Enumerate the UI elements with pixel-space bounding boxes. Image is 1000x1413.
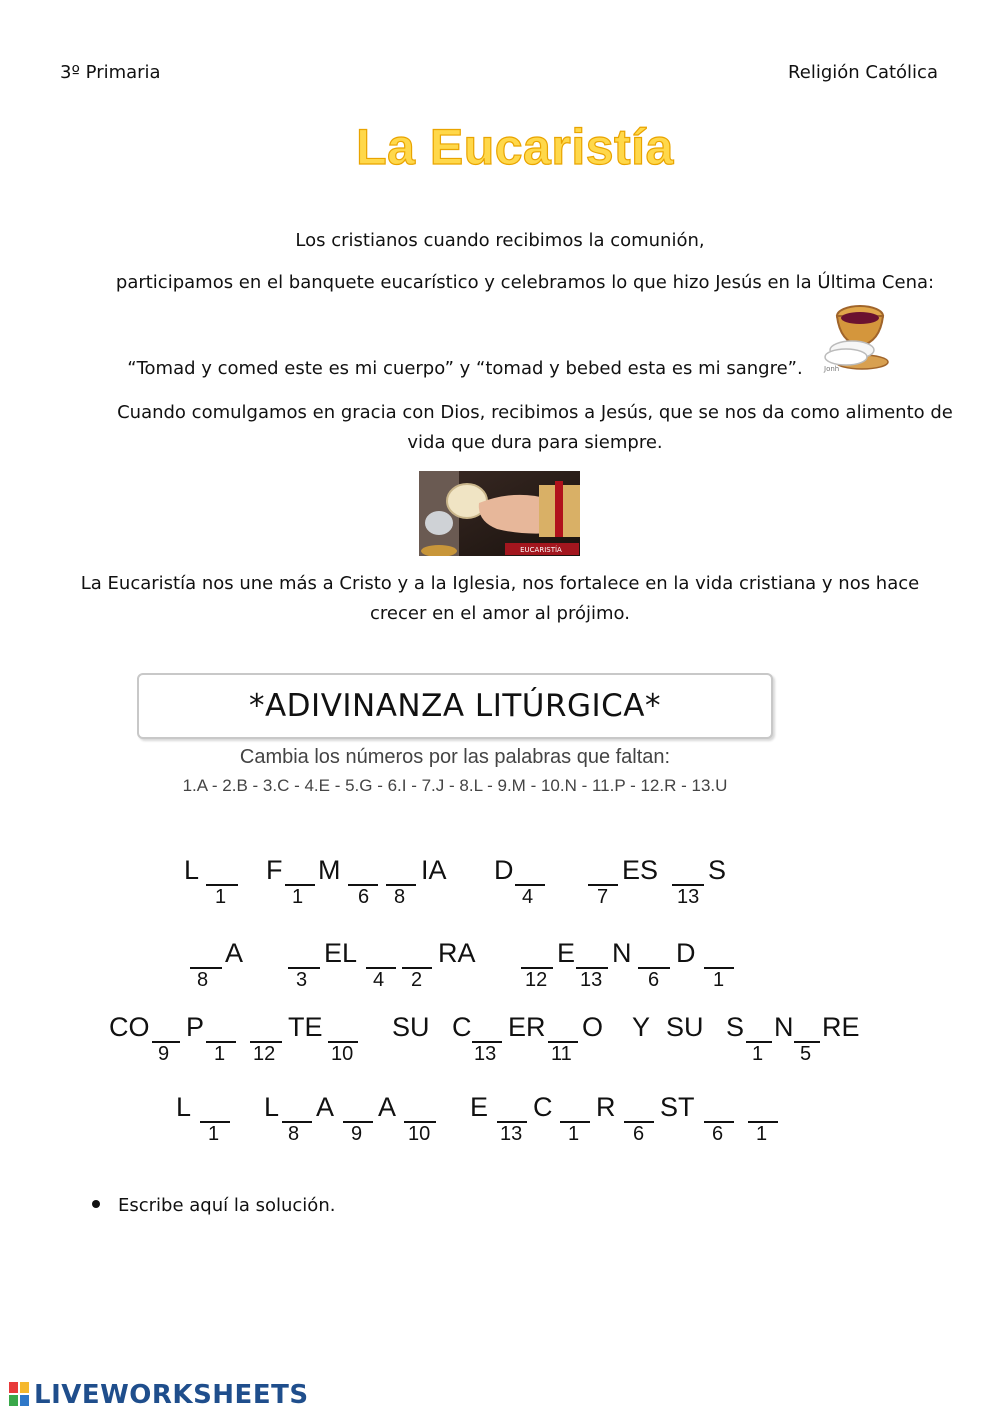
puzzle-letter: A <box>225 938 244 968</box>
puzzle-letter: ES <box>622 855 659 885</box>
blank-number: 5 <box>800 1043 812 1065</box>
blank-number: 9 <box>351 1123 363 1145</box>
blank-number: 12 <box>253 1043 276 1065</box>
page-title: La Eucaristía <box>356 119 674 175</box>
paragraph-unity <box>0 569 1000 629</box>
blank-number: 13 <box>677 886 700 908</box>
blank-number: 9 <box>158 1043 170 1065</box>
blank-number: 1 <box>214 1043 226 1065</box>
puzzle-letter: SU <box>666 1012 704 1042</box>
riddle-key: 1.A - 2.B - 3.C - 4.E - 5.G - 6.I - 7.J - 8.L - 9.M - 10.N - 11.P - 12.R - 13.U <box>182 776 728 795</box>
blank-number: 4 <box>373 969 385 991</box>
chalice-tag: Jonh <box>824 365 840 373</box>
chalice-host-image <box>816 300 908 374</box>
footer-logo <box>8 1380 309 1410</box>
blank-number: 8 <box>288 1123 300 1145</box>
riddle-title: *ADIVINANZA LITÚRGICA* <box>248 688 662 724</box>
puzzle-letter: ER <box>508 1012 546 1042</box>
blank-number: 3 <box>296 969 308 991</box>
blank-number: 7 <box>597 886 609 908</box>
puzzle-letter: CO <box>109 1012 150 1042</box>
puzzle-letter: S <box>708 855 727 885</box>
solution-prompt-text: Escribe aquí la solución. <box>118 1195 336 1216</box>
puzzle-letter: ST <box>660 1092 695 1122</box>
puzzle-letter: E <box>557 938 576 968</box>
paragraph-communion: Los cristianos cuando recibimos la comunión, <box>295 230 705 251</box>
puzzle-letter: S <box>726 1012 745 1042</box>
paragraph-quote: “Tomad y comed este es mi cuerpo” y “tomad y bebed esta es mi sangre”. <box>127 358 803 379</box>
footer-brand: LIVEWORKSHEETS <box>34 1380 309 1410</box>
blank-number: 6 <box>712 1123 724 1145</box>
eucharist-photo <box>419 471 580 556</box>
blank-number: 1 <box>215 886 227 908</box>
blank-number: 6 <box>648 969 660 991</box>
grade-label: 3º Primaria <box>60 62 161 83</box>
blank-number: 10 <box>408 1123 431 1145</box>
blank-number: 8 <box>197 969 209 991</box>
riddle-instruction: Cambia los números por las palabras que faltan: <box>239 746 671 768</box>
blank-number: 1 <box>713 969 725 991</box>
paragraph-unity-line1: La Eucaristía nos une más a Cristo y a la Iglesia, nos fortalece en la vida cristiana y nos hace <box>80 573 920 594</box>
puzzle-letter: RE <box>822 1012 860 1042</box>
puzzle-letter: D <box>676 938 696 968</box>
puzzle-letter: C <box>452 1012 472 1042</box>
liveworksheets-icon <box>8 1381 32 1407</box>
puzzle-letter: C <box>533 1092 553 1122</box>
bullet-icon <box>92 1200 100 1208</box>
puzzle-letter: SU <box>392 1012 430 1042</box>
paragraph-grace-line2: vida que dura para siempre. <box>407 432 663 453</box>
paragraph-unity-line2: crecer en el amor al prójimo. <box>370 603 630 624</box>
puzzle-letter: IA <box>421 855 447 885</box>
blank-number: 1 <box>756 1123 768 1145</box>
puzzle-letter: M <box>318 855 341 885</box>
puzzle-letter: N <box>774 1012 794 1042</box>
puzzle-letter: L <box>176 1092 192 1122</box>
puzzle-letter: R <box>596 1092 616 1122</box>
blank-number: 13 <box>580 969 603 991</box>
blank-number: 2 <box>411 969 423 991</box>
puzzle-letter: A <box>316 1092 335 1122</box>
riddle-title-box <box>137 673 773 739</box>
puzzle-letter: Y <box>632 1012 651 1042</box>
subject-label: Religión Católica <box>788 62 938 83</box>
blank-number: 13 <box>500 1123 523 1145</box>
photo-caption: EUCARISTÍA <box>520 546 562 554</box>
puzzle-letter: E <box>470 1092 489 1122</box>
puzzle-letter: A <box>378 1092 397 1122</box>
blank-number: 6 <box>633 1123 645 1145</box>
solution-prompt <box>92 1195 335 1216</box>
puzzle-letter: N <box>612 938 632 968</box>
blank-number: 1 <box>292 886 304 908</box>
blank-number: 13 <box>474 1043 497 1065</box>
puzzle-letter: L <box>264 1092 280 1122</box>
blank-number: 6 <box>358 886 370 908</box>
paragraph-grace <box>60 398 1000 458</box>
blank-number: 1 <box>752 1043 764 1065</box>
blank-number: 12 <box>525 969 548 991</box>
blank-number: 8 <box>394 886 406 908</box>
blank-number: 1 <box>208 1123 220 1145</box>
blank-number: 11 <box>551 1043 572 1065</box>
puzzle-letter: L <box>184 855 200 885</box>
blank-number: 10 <box>331 1043 354 1065</box>
puzzle-letter: F <box>266 855 283 885</box>
blank-number: 4 <box>522 886 534 908</box>
puzzle-letter: EL <box>324 938 358 968</box>
blank-number: 1 <box>568 1123 580 1145</box>
puzzle-letter: D <box>494 855 514 885</box>
puzzle-letter: P <box>186 1012 205 1042</box>
puzzle-letter: O <box>582 1012 604 1042</box>
paragraph-banquet: participamos en el banquete eucarístico y celebramos lo que hizo Jesús en la Última Cena: <box>115 272 935 293</box>
puzzle-letter: RA <box>438 938 476 968</box>
paragraph-grace-line1: Cuando comulgamos en gracia con Dios, recibimos a Jesús, que se nos da como alimento de <box>117 402 953 423</box>
puzzle-letter: TE <box>288 1012 323 1042</box>
